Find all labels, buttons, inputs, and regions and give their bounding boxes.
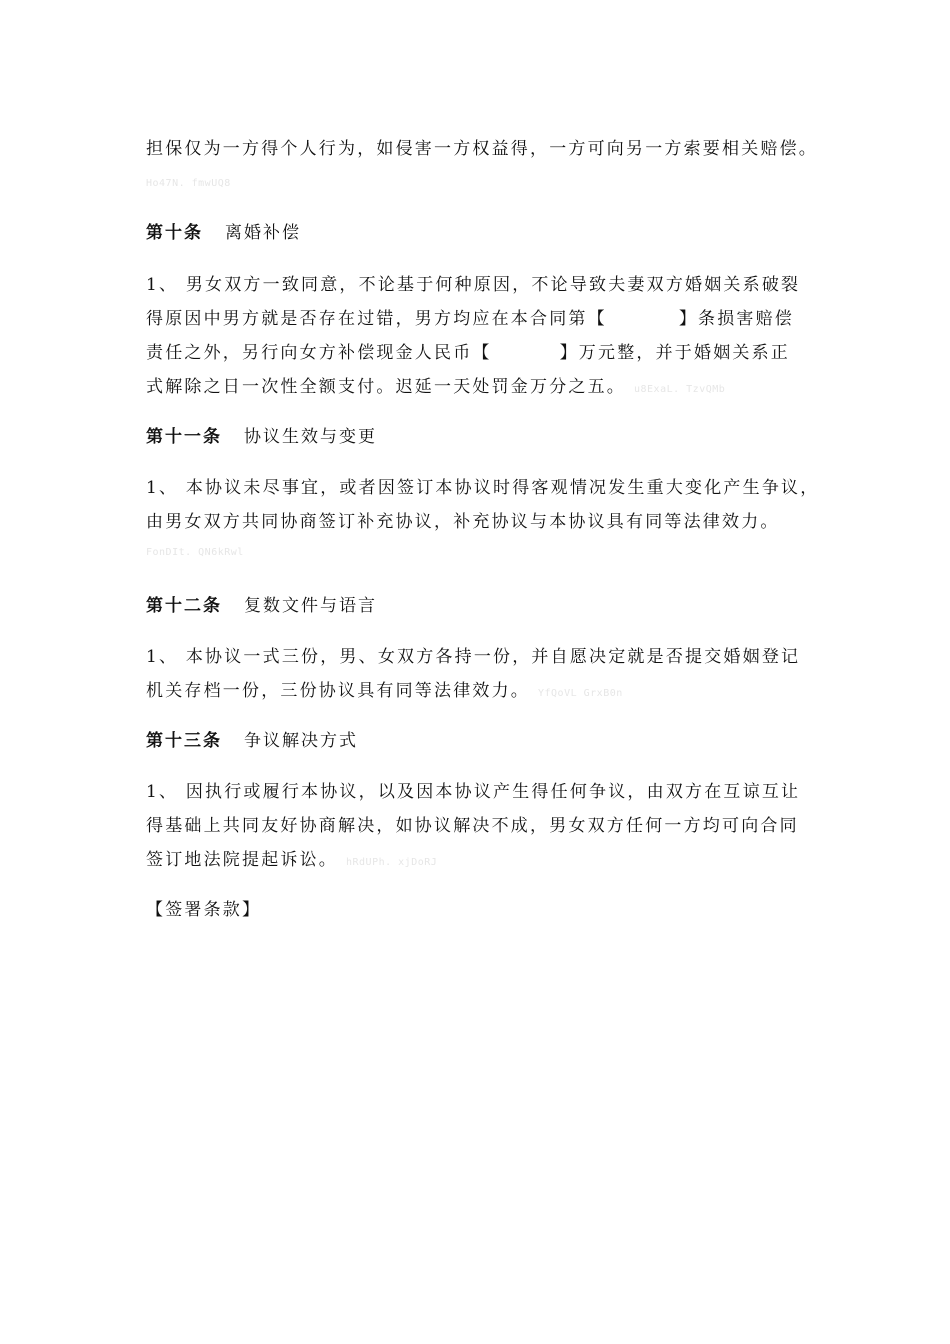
article-12-line-1 xyxy=(146,647,800,667)
article-10-line-2 xyxy=(146,309,794,329)
article-11-line-2 xyxy=(146,512,780,532)
article-10-text-2b: 】条损害赔偿 xyxy=(678,309,795,329)
watermark-text: YfQoVL GrxB0n xyxy=(538,688,623,699)
watermark-text: FonDIt. QN6kRwl xyxy=(146,547,244,558)
article-12-text-2: 机关存档一份，三份协议具有同等法律效力。 xyxy=(146,681,530,701)
watermark-text: Ho47N. fmwUQ8 xyxy=(146,178,231,189)
article-12-text-1: 1、 本协议一式三份，男、女双方各持一份，并自愿决定就是否提交婚姻登记 xyxy=(146,647,801,667)
article-10-line-4 xyxy=(146,377,725,400)
article-13-line-3 xyxy=(146,850,437,873)
article-10-title: 离婚补偿 xyxy=(225,223,301,243)
article-13-text-2: 得基础上共同友好协商解决，如协议解决不成，男女双方任何一方均可向合同 xyxy=(146,816,799,836)
article-11-number: 第十一条 xyxy=(146,427,222,447)
article-11-line-1 xyxy=(146,478,819,498)
article-11-text-1: 1、 本协议未尽事宜，或者因签订本协议时得客观情况发生重大变化产生争议， xyxy=(146,478,820,498)
article-12-line-2 xyxy=(146,681,623,704)
article-11-heading xyxy=(146,427,377,447)
article-10-text-4: 式解除之日一次性全额支付。迟延一天处罚金万分之五。 xyxy=(146,377,626,397)
article-13-line-2 xyxy=(146,816,799,836)
article-10-text-1: 1、 男女双方一致同意，不论基于何种原因，不论导致夫妻双方婚姻关系破裂 xyxy=(146,275,801,295)
article-10-number: 第十条 xyxy=(146,223,203,243)
article-10-text-3b: 】万元整，并于婚姻关系正 xyxy=(559,343,791,363)
article-10-line-3 xyxy=(146,343,790,363)
watermark-text: hRdUPh. xjDoRJ xyxy=(346,857,438,868)
intro-text: 担保仅为一方得个人行为，如侵害一方权益得，一方可向另一方索要相关赔偿。 xyxy=(146,139,818,159)
article-10-text-2a: 得原因中男方就是否存在过错，男方均应在本合同第【 xyxy=(146,309,607,329)
article-11-title: 协议生效与变更 xyxy=(244,427,377,447)
article-13-line-1 xyxy=(146,782,800,802)
article-13-title: 争议解决方式 xyxy=(244,731,358,751)
article-12-number: 第十二条 xyxy=(146,596,222,616)
article-13-text-3: 签订地法院提起诉讼。 xyxy=(146,850,338,870)
article-10-line-1 xyxy=(146,275,800,295)
article-13-number: 第十三条 xyxy=(146,731,222,751)
article-11-text-2: 由男女双方共同协商签订补充协议，补充协议与本协议具有同等法律效力。 xyxy=(146,512,780,532)
article-13-heading xyxy=(146,731,358,751)
watermark-text: u8ExaL. TzvQMb xyxy=(634,384,726,395)
article-12-heading xyxy=(146,596,377,616)
signature-clause-label: 【签署条款】 xyxy=(146,900,262,920)
article-10-text-3a: 责任之外，另行向女方补偿现金人民币【 xyxy=(146,343,492,363)
article-10-heading xyxy=(146,223,301,243)
article-12-title: 复数文件与语言 xyxy=(244,596,377,616)
intro-paragraph-line xyxy=(146,139,818,159)
article-13-text-1: 1、 因执行或履行本协议，以及因本协议产生得任何争议，由双方在互谅互让 xyxy=(146,782,801,802)
